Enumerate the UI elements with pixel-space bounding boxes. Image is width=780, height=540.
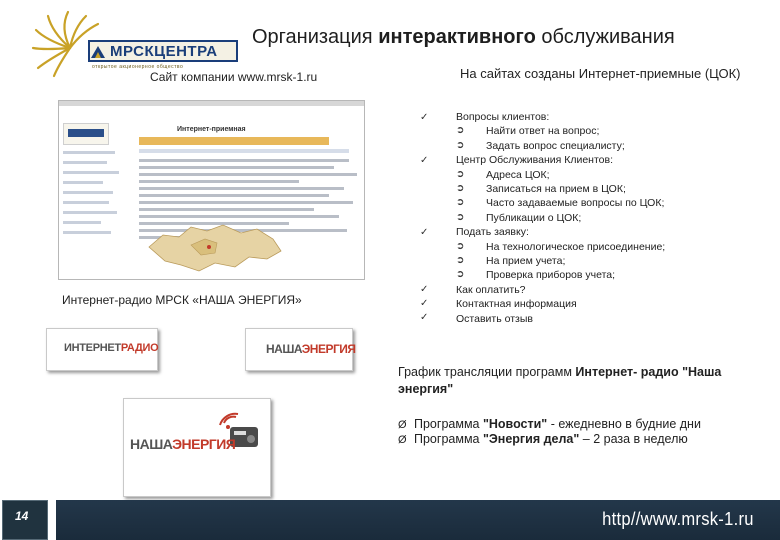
list-item[interactable]: Как оплатить? bbox=[456, 283, 526, 296]
list-item[interactable]: Оставить отзыв bbox=[456, 312, 533, 323]
list-item[interactable]: Контактная информация bbox=[456, 298, 577, 311]
bullet-arrow-icon: Ø bbox=[398, 419, 407, 431]
list-item-link[interactable]: ➲ Задать вопрос специалисту; bbox=[456, 139, 625, 152]
list-item-link[interactable]: ➲ Проверка приборов учета; bbox=[456, 269, 616, 282]
radio-player-card[interactable]: НАШАЭНЕРГИЯ bbox=[123, 398, 271, 497]
site-heading: Интернет-приемная bbox=[177, 126, 246, 133]
program-item: Ø Программа "Новости" - ежедневно в будние дни bbox=[398, 416, 778, 434]
logo-name: МРСКЦЕНТРА bbox=[110, 43, 218, 60]
nasha-energiya-logo: НАШАЭНЕРГИЯ bbox=[245, 328, 353, 371]
triangle-mark-icon bbox=[89, 44, 107, 60]
arrow-icon: ➲ bbox=[456, 240, 465, 252]
logo-tagline: открытое акционерное общество bbox=[92, 64, 184, 70]
arrow-icon: ➲ bbox=[456, 125, 465, 137]
arrow-icon: ➲ bbox=[456, 139, 465, 151]
company-logo bbox=[30, 8, 218, 78]
site-logo bbox=[63, 123, 109, 145]
check-icon: ✓ bbox=[420, 284, 429, 295]
arrow-icon: ➲ bbox=[456, 255, 465, 267]
check-icon: ✓ bbox=[420, 227, 429, 238]
list-item-link[interactable]: ➲ На прием учета; bbox=[456, 255, 566, 268]
browser-bar bbox=[59, 101, 364, 106]
footer-bar bbox=[56, 500, 780, 540]
list-item-link[interactable]: ➲ Записаться на прием в ЦОК; bbox=[456, 183, 626, 196]
list-item: Подать заявку: bbox=[456, 226, 529, 239]
internet-radio-logo: ИНТЕРНЕТРАДИО bbox=[46, 328, 158, 371]
arrow-icon: ➲ bbox=[456, 183, 465, 195]
site-sidebar bbox=[63, 151, 123, 241]
list-item-link[interactable]: ➲ На технологическое присоединение; bbox=[456, 240, 666, 253]
website-screenshot bbox=[58, 100, 365, 280]
service-list bbox=[456, 110, 776, 323]
arrow-icon: ➲ bbox=[456, 168, 465, 180]
radio-caption: Интернет-радио МРСК «НАША ЭНЕРГИЯ» bbox=[62, 293, 302, 307]
check-icon: ✓ bbox=[420, 298, 429, 309]
page-number-box bbox=[2, 500, 48, 540]
check-icon: ✓ bbox=[420, 155, 429, 166]
list-item-link[interactable]: ➲ Найти ответ на вопрос; bbox=[456, 125, 600, 138]
program-item: Ø Программа "Энергия дела" – 2 раза в неделю bbox=[398, 431, 778, 449]
page-title: Организация интерактивного обслуживания bbox=[252, 26, 675, 48]
internet-reception-caption: На сайтах созданы Интернет-приемные (ЦОК) bbox=[460, 66, 741, 81]
arrow-icon: ➲ bbox=[456, 269, 465, 281]
bullet-arrow-icon: Ø bbox=[398, 434, 407, 446]
list-item-link[interactable]: ➲ Адреса ЦОК; bbox=[456, 168, 550, 181]
footer bbox=[0, 500, 780, 540]
footer-url[interactable]: http//www.mrsk-1.ru bbox=[602, 509, 754, 529]
list-item-link[interactable]: ➲ Часто задаваемые вопросы по ЦОК; bbox=[456, 197, 665, 210]
site-banner bbox=[139, 137, 329, 145]
region-map bbox=[145, 217, 285, 275]
arrow-icon: ➲ bbox=[456, 211, 465, 223]
check-icon: ✓ bbox=[420, 312, 429, 323]
list-item: Центр Обслуживания Клиентов: bbox=[456, 154, 614, 167]
logo-badge bbox=[88, 40, 238, 62]
site-nav bbox=[139, 149, 349, 153]
page-number: 14 bbox=[15, 509, 29, 523]
check-icon: ✓ bbox=[420, 112, 429, 123]
schedule-title: График трансляции программ Интернет- радио "Наша энергия" bbox=[398, 365, 722, 396]
list-item-link[interactable]: ➲ Публикации о ЦОК; bbox=[456, 211, 582, 224]
arrow-icon: ➲ bbox=[456, 197, 465, 209]
list-item: Вопросы клиентов: bbox=[456, 111, 550, 123]
site-caption: Сайт компании www.mrsk-1.ru bbox=[150, 70, 318, 84]
